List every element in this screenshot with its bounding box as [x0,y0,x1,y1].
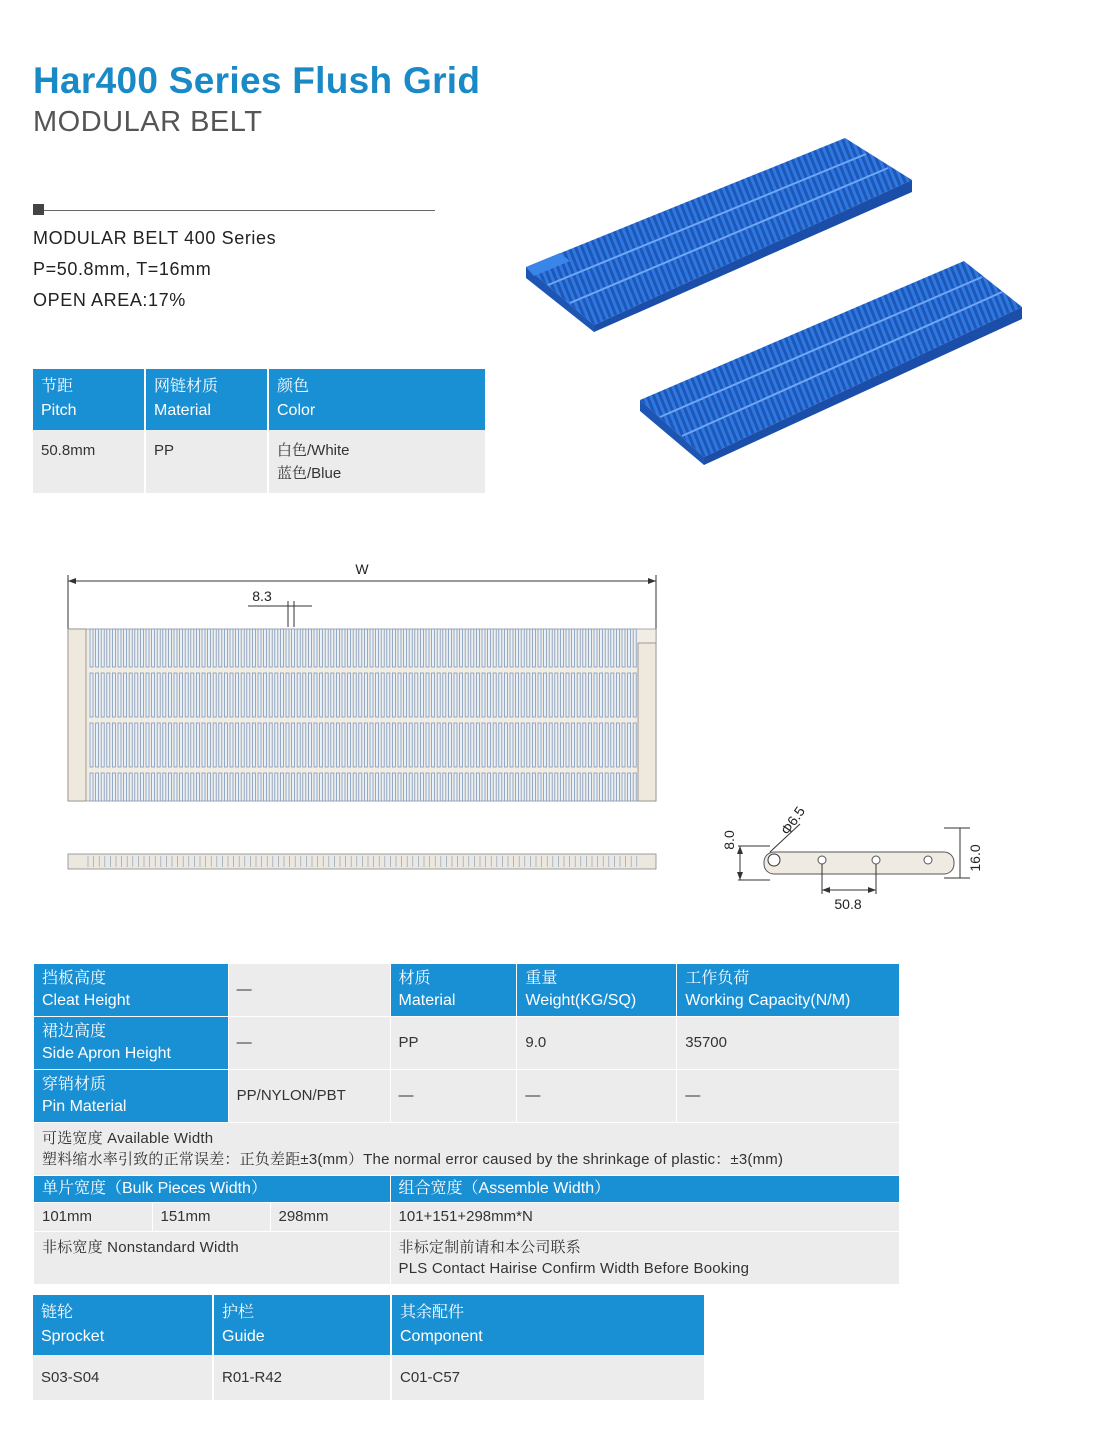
pin-row-material: — [390,1070,517,1123]
color-value: 白色/White 蓝色/Blue [268,430,485,493]
bulk-width-151: 151mm [152,1203,270,1231]
sprocket-value: S03-S04 [33,1355,213,1400]
page-title: Har400 Series Flush Grid [33,60,481,101]
guide-value: R01-R42 [213,1355,391,1400]
basic-spec-table [33,369,485,493]
component-header: 其余配件 Component [391,1295,704,1355]
material-header: 网链材质 Material [145,369,268,430]
pitch-header: 节距 Pitch [33,369,145,430]
side-apron-label: 裙边高度 Side Apron Height [34,1017,229,1070]
assemble-width-value: 101+151+298mm*N [390,1203,899,1232]
page-subtitle: MODULAR BELT [33,106,263,138]
guide-header: 护栏 Guide [213,1295,391,1355]
nonstandard-width-label: 非标宽度 Nonstandard Width [34,1232,391,1285]
material-value: PP [390,1017,517,1070]
gap-dim-label: 8.3 [252,588,272,604]
sprocket-header: 链轮 Sprocket [33,1295,213,1355]
accessories-table [33,1295,704,1400]
contact-note: 非标定制前请和本公司联系 PLS Contact Hairise Confirm Width Before Booking [390,1232,899,1285]
capacity-value: 35700 [677,1017,900,1070]
spec-pitch-thickness: P=50.8mm, T=16mm [33,259,212,279]
belt-side-profile [66,852,658,872]
side-apron-value: — [228,1017,390,1070]
cleat-height-value: — [228,964,390,1017]
width-dim-label: W [355,561,369,577]
thickness-label: 16.0 [967,844,983,872]
available-width-note: 可选宽度 Available Width 塑料缩水率引致的正常误差：正负差距±3(mm）The normal error caused by the shrinkage of plastic：±3(mm) [34,1123,900,1176]
bulk-width-values [34,1203,391,1232]
link-side-dimension-drawing [721,803,990,920]
capacity-label: 工作负荷 Working Capacity(N/M) [677,964,900,1017]
pin-row-weight: — [517,1070,677,1123]
height-8-label: 8.0 [721,830,737,850]
bulk-width-header: 单片宽度（Bulk Pieces Width） [34,1176,391,1203]
assemble-width-header: 组合宽度（Assemble Width） [390,1176,899,1203]
pin-material-label: 穿销材质 Pin Material [34,1070,229,1123]
bulk-width-101: 101mm [34,1203,152,1231]
hole-diameter-label: Φ6.5 [777,803,809,838]
weight-label: 重量 Weight(KG/SQ) [517,964,677,1017]
material-label: 材质 Material [390,964,517,1017]
pitch-dim-label: 50.8 [834,896,862,912]
square-bullet-icon [33,204,44,215]
pin-row-capacity: — [677,1070,900,1123]
material-value: PP [145,430,268,493]
section-divider [33,204,435,216]
pin-material-value: PP/NYLON/PBT [228,1070,390,1123]
belt-image-bottom [634,255,1034,465]
technical-spec-table [33,963,900,1285]
spec-open-area: OPEN AREA:17% [33,290,186,310]
pitch-value: 50.8mm [33,430,145,493]
belt-top-view-drawing [60,555,670,875]
weight-value: 9.0 [517,1017,677,1070]
color-header: 颜色 Color [268,369,485,430]
cleat-height-label: 挡板高度 Cleat Height [34,964,229,1017]
component-value: C01-C57 [391,1355,704,1400]
spec-series: MODULAR BELT 400 Series [33,228,277,248]
bulk-width-298: 298mm [270,1203,390,1231]
